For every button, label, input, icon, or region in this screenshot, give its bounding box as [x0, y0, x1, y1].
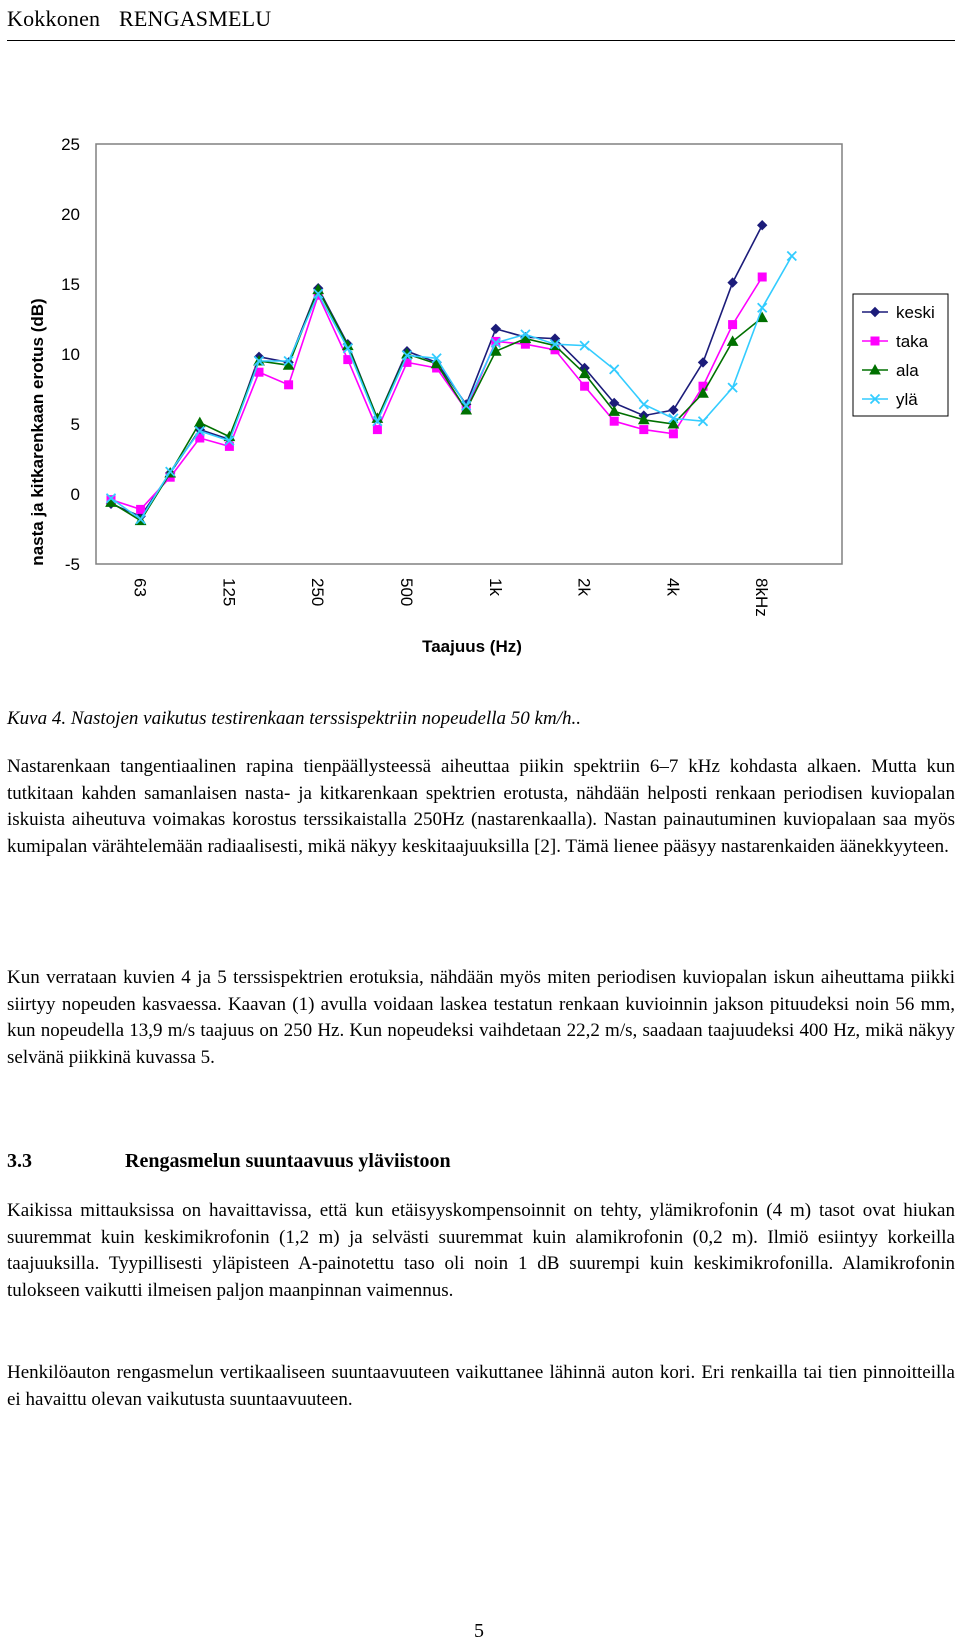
data-point [669, 406, 678, 415]
chart-legend [853, 294, 948, 416]
legend-label: ala [896, 361, 919, 380]
data-point [610, 365, 619, 374]
data-point [728, 278, 737, 287]
data-point [728, 383, 737, 392]
series-line-ala [111, 290, 762, 521]
data-point [373, 426, 381, 434]
data-point [195, 418, 205, 427]
y-axis-label: nasta ja kitkarenkaan erotus (dB) [28, 298, 47, 566]
legend-label: ylä [896, 390, 918, 409]
x-tick-label: 2k [574, 578, 594, 596]
data-point [669, 430, 677, 438]
page-number: 5 [474, 1620, 484, 1642]
figure-caption: Kuva 4. Nastojen vaikutus testirenkaan terssispektriin nopeudella 50 km/h.. [7, 708, 581, 729]
data-point [758, 221, 767, 230]
x-tick-label: 125 [219, 578, 239, 607]
data-point [491, 324, 500, 333]
paragraph-2: Kun verrataan kuvien 4 ja 5 terssispektrien erotuksia, nähdään myös miten periodisen kuviopalan iskun aiheuttama piikki siirtyy nopeuden kasvaessa. Kaavan (1) avulla voidaan laskea testatun renkaan kuvioinnin jakson pituudeksi noin 56 mm, kun nopeudella 13,9 m/s taajuus on 250 Hz. Kun nopeudeksi vaihdetaan 22,2 m/s, saadaan taajuudeksi 400 Hz, mikä näkyy selvänä piikkinä kuvassa 5. [7, 967, 955, 1068]
data-point [285, 381, 293, 389]
x-tick-label: 4k [663, 578, 683, 596]
plot-area-frame [96, 144, 842, 564]
data-point [729, 321, 737, 329]
paragraph-3: Kaikissa mittauksissa on havaittavissa, että kun etäisyyskompensoinnit on tehty, ylämikrofonin (4 m) tasot ovat hiukan suuremmat kuin keskimikrofonin (1,2 m) ja selvästi suuremmat kuin alamikrofonin (0,2 m). Ilmiö esiintyy korkeilla taajuuksilla. Tyypillisesti yläpisteen A-painotettu taso oli noin 1 dB suurempi kuin keskimikrofonilla. Alamikrofonin tulokseen vaikutti ilmeisen paljon maanpinnan vaimennus. [7, 1200, 955, 1301]
x-tick-label: 63 [130, 578, 150, 597]
data-point [758, 273, 766, 281]
header-title: RENGASMELU [119, 6, 272, 31]
x-axis-label: Taajuus (Hz) [422, 637, 522, 656]
y-tick-label: 10 [61, 345, 80, 364]
data-point [581, 382, 589, 390]
data-point [639, 400, 648, 409]
legend-label: keski [896, 303, 935, 322]
x-tick-label: 500 [397, 578, 416, 607]
section-heading [7, 1150, 451, 1173]
paragraph-4: Henkilöauton rengasmelun vertikaaliseen suuntaavuuteen vaikuttanee lähinnä auton kori. Eri renkailla tai tien pinnoitteilla ei havaittu olevan vaikutusta suuntaavuuteen. [7, 1362, 955, 1410]
data-point [699, 358, 708, 367]
line-chart [0, 120, 960, 700]
data-point [640, 426, 648, 434]
x-tick-label: 8kHz [752, 578, 772, 617]
data-point [610, 417, 618, 425]
page-header [7, 0, 955, 41]
chart-container [0, 120, 960, 700]
x-tick-label: 250 [308, 578, 328, 607]
y-tick-label: 0 [70, 485, 80, 504]
header-author: Kokkonen [7, 6, 101, 31]
legend-label: taka [896, 332, 929, 351]
y-tick-label: 5 [70, 415, 80, 434]
y-tick-label: 20 [61, 205, 80, 224]
data-point [758, 303, 767, 312]
series-line-taka [111, 277, 762, 509]
x-tick-label: 1k [485, 578, 505, 596]
series-ala [106, 285, 767, 525]
y-tick-label: 25 [61, 135, 80, 154]
series-taka [107, 273, 766, 513]
legend-marker [871, 337, 879, 345]
data-point [137, 505, 145, 513]
section-title: Rengasmelun suuntaavuus yläviistoon [125, 1150, 451, 1172]
section-number: 3.3 [7, 1150, 32, 1172]
y-tick-label: -5 [64, 555, 80, 574]
paragraph-1: Nastarenkaan tangentiaalinen rapina tienpäällysteessä aiheuttaa piikin spektriin 6–7 kHz kohdasta alkaen. Mutta kun tutkitaan kahden samanlaisen nasta- ja kitkarenkaan spektrien erotusta, nähdään helposti renkaan periodisen kuviopalan iskuista aiheutuva voimakas korostus terssikaistalla 250Hz (nastarenkaalla). Nastan painautuminen kuviopalaan saa myös kumipalan värähtelemään radiaalisesti, mikä näkyy keskitaajuuksilla [2]. Tämä lienee pääsyy nastarenkaiden äänekkyyteen. [7, 756, 955, 857]
y-tick-label: 15 [61, 275, 80, 294]
data-point [787, 252, 796, 261]
